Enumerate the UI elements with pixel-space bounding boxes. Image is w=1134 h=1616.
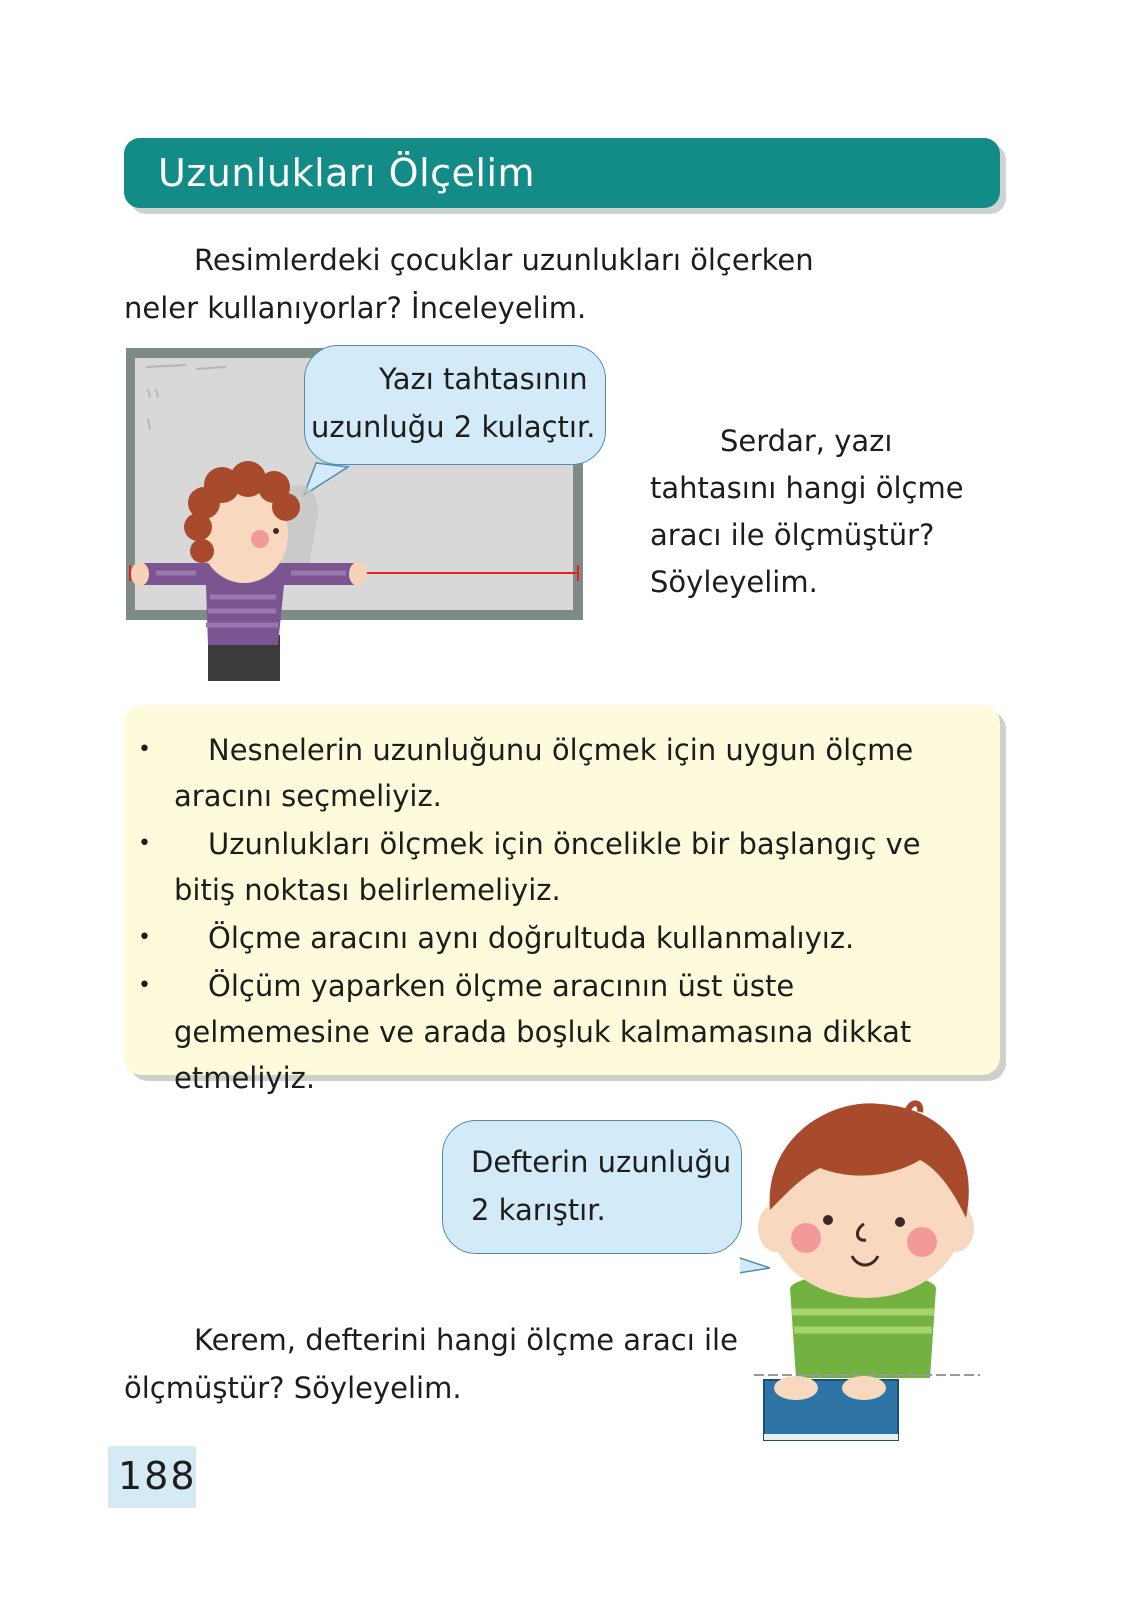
board-bubble-line-1: Yazı tahtasının xyxy=(379,362,588,396)
board-bubble-line-2: uzunluğu 2 kulaçtır. xyxy=(311,410,596,444)
section-title-bar xyxy=(124,138,1000,208)
info-box xyxy=(124,705,1000,1095)
page-number: 188 xyxy=(118,1454,197,1498)
intro-text: Resimlerdeki çocuklar uzunlukları ölçerken neler kullanıyorlar? İnceleyelim. xyxy=(124,243,814,325)
boy-eye-right xyxy=(895,1217,905,1227)
info-item-text: Uzunlukları ölçmek için öncelikle bir başlangıç ve bitiş noktası belirlemeliyiz. xyxy=(174,827,921,907)
board-illustration xyxy=(126,345,626,685)
section-title: Uzunlukları Ölçelim xyxy=(158,151,536,195)
notebook-speech-bubble xyxy=(442,1120,742,1254)
notebook-pages xyxy=(764,1434,898,1440)
question-kerem: Kerem, defterini hangi ölçme aracı ile ölçmüştür? Söyleyelim. xyxy=(124,1323,738,1405)
boy-cheek-left xyxy=(791,1223,821,1253)
bubble-tail xyxy=(740,1258,770,1274)
boy-left-hand xyxy=(131,562,149,586)
info-item-text: Ölçme aracını aynı doğrultuda kullanmalıyız. xyxy=(208,921,855,955)
info-list xyxy=(124,727,1000,1103)
bullet: • xyxy=(138,973,151,998)
notebook-bubble-line-2: 2 karıştır. xyxy=(471,1193,606,1227)
info-item xyxy=(124,727,1000,819)
boy-cheek-right xyxy=(907,1227,937,1257)
bullet: • xyxy=(138,831,151,856)
boy-right-hand xyxy=(349,562,367,586)
bullet: • xyxy=(138,925,151,950)
board-speech-bubble xyxy=(304,345,606,465)
boy-left-hand xyxy=(774,1376,818,1400)
boy-eye xyxy=(273,528,279,534)
info-item xyxy=(124,821,1000,913)
boy-cheek xyxy=(251,530,269,548)
notebook-boy-illustration xyxy=(740,1098,1000,1448)
boy-drawing xyxy=(740,1098,1000,1448)
bullet: • xyxy=(138,737,151,762)
boy-eye-left xyxy=(823,1215,833,1225)
boy-ear-right xyxy=(938,1204,974,1252)
boy-hair-curl xyxy=(908,1103,920,1112)
boy-hair xyxy=(190,539,214,563)
info-item-text: Ölçüm yaparken ölçme aracının üst üste gelmemesine ve arada boşluk kalmamasına dikkat etmeliyiz. xyxy=(174,969,912,1095)
info-item xyxy=(124,963,1000,1101)
info-item xyxy=(124,915,1000,961)
notebook-bubble-line-1: Defterin uzunluğu xyxy=(471,1145,732,1179)
page-number-box xyxy=(108,1446,196,1508)
boy-ear-left xyxy=(758,1204,794,1252)
info-item-text: Nesnelerin uzunluğunu ölçmek için uygun ölçme aracını seçmeliyiz. xyxy=(174,733,914,813)
question-serdar: Serdar, yazı tahtasını hangi ölçme aracı ile ölçmüştür? Söyleyelim. xyxy=(650,424,964,599)
boy-right-hand xyxy=(842,1376,886,1400)
